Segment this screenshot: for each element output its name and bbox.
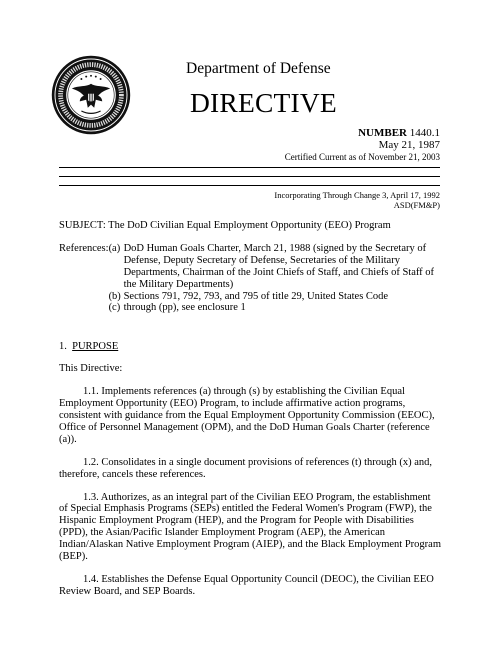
- references-block: [59, 243, 441, 314]
- paragraph-1-2: 1.2. Consolidates in a single document provisions of references (t) through (x) and, therefore, cancels these references.: [59, 456, 433, 480]
- directive-metadata: [285, 127, 440, 164]
- header-rule: [59, 167, 440, 168]
- department-of-defense-seal-icon: [51, 55, 131, 135]
- document-body: [59, 220, 441, 598]
- reference-letter: (c): [108, 302, 121, 314]
- section-heading: [59, 341, 441, 353]
- section-number: 1.: [59, 341, 67, 353]
- number-label: NUMBER: [358, 127, 407, 139]
- reference-text: Sections 791, 792, 793, and 795 of title 29, United States Code: [123, 290, 389, 302]
- reference-item: [109, 243, 441, 291]
- number-value: 1440.1: [409, 127, 440, 139]
- reference-item: [109, 302, 441, 314]
- directive-date: May 21, 1987: [378, 139, 440, 151]
- document-type-title: DIRECTIVE: [190, 87, 337, 118]
- certified-current-note: Certified Current as of November 21, 2003: [284, 152, 440, 162]
- section-title: PURPOSE: [72, 341, 119, 353]
- directive-number: [285, 127, 440, 139]
- change-text: Incorporating Through Change 3, April 17, 1992: [274, 190, 440, 200]
- change-note: [274, 190, 440, 210]
- reference-text: through (pp), see enclosure 1: [123, 302, 246, 314]
- subject-line: SUBJECT: The DoD Civilian Equal Employment Opportunity (EEO) Program: [59, 220, 391, 231]
- paragraph-1-3: 1.3. Authorizes, as an integral part of the Civilian EEO Program, the establishment of Special Emphasis Programs (SEPs) entitled the Federal Women's Program (FWP), the Hispanic Employment Program (HEP), and the Program for People with Disabilities (PPD), the Asian/Pacific Islander Employment Program (AEP), the American Indian/Alaskan Native Employment Program (AIEP), and the Black Employment Program (BEP).: [59, 491, 441, 563]
- reference-text: DoD Human Goals Charter, March 21, 1988 (signed by the Secretary of Defense, Deputy Secretary of Defense, Secretaries of the Military Departments, Chairman of the Joint Chiefs of Staff, and Chiefs of Staff of the Military Departments): [123, 242, 435, 290]
- paragraph-1-1: 1.1. Implements references (a) through (s) by establishing the Civilian Equal Employment Opportunity (EEO) Program, to include affirmative action programs, consistent with guidance from the Equal Employment Opportunity Commission (EEOC), Office of Personnel Management (OPM), and the DoD Human Goals Charter (reference (a)).: [59, 386, 435, 445]
- header-rule: [59, 185, 440, 186]
- header-rule: [59, 176, 440, 177]
- paragraph-1-4: 1.4. Establishes the Defense Equal Opportunity Council (DEOC), the Civilian EEO Review Board, and SEP Boards.: [59, 573, 434, 597]
- office-code: ASD(FM&P): [393, 200, 440, 210]
- reference-letter: (a): [108, 242, 121, 254]
- references-label: References:: [59, 242, 109, 254]
- agency-name: Department of Defense: [186, 60, 331, 77]
- section-intro: This Directive:: [59, 363, 123, 375]
- reference-letter: (b): [108, 290, 121, 302]
- reference-item: [109, 291, 441, 303]
- references-list: [109, 243, 441, 314]
